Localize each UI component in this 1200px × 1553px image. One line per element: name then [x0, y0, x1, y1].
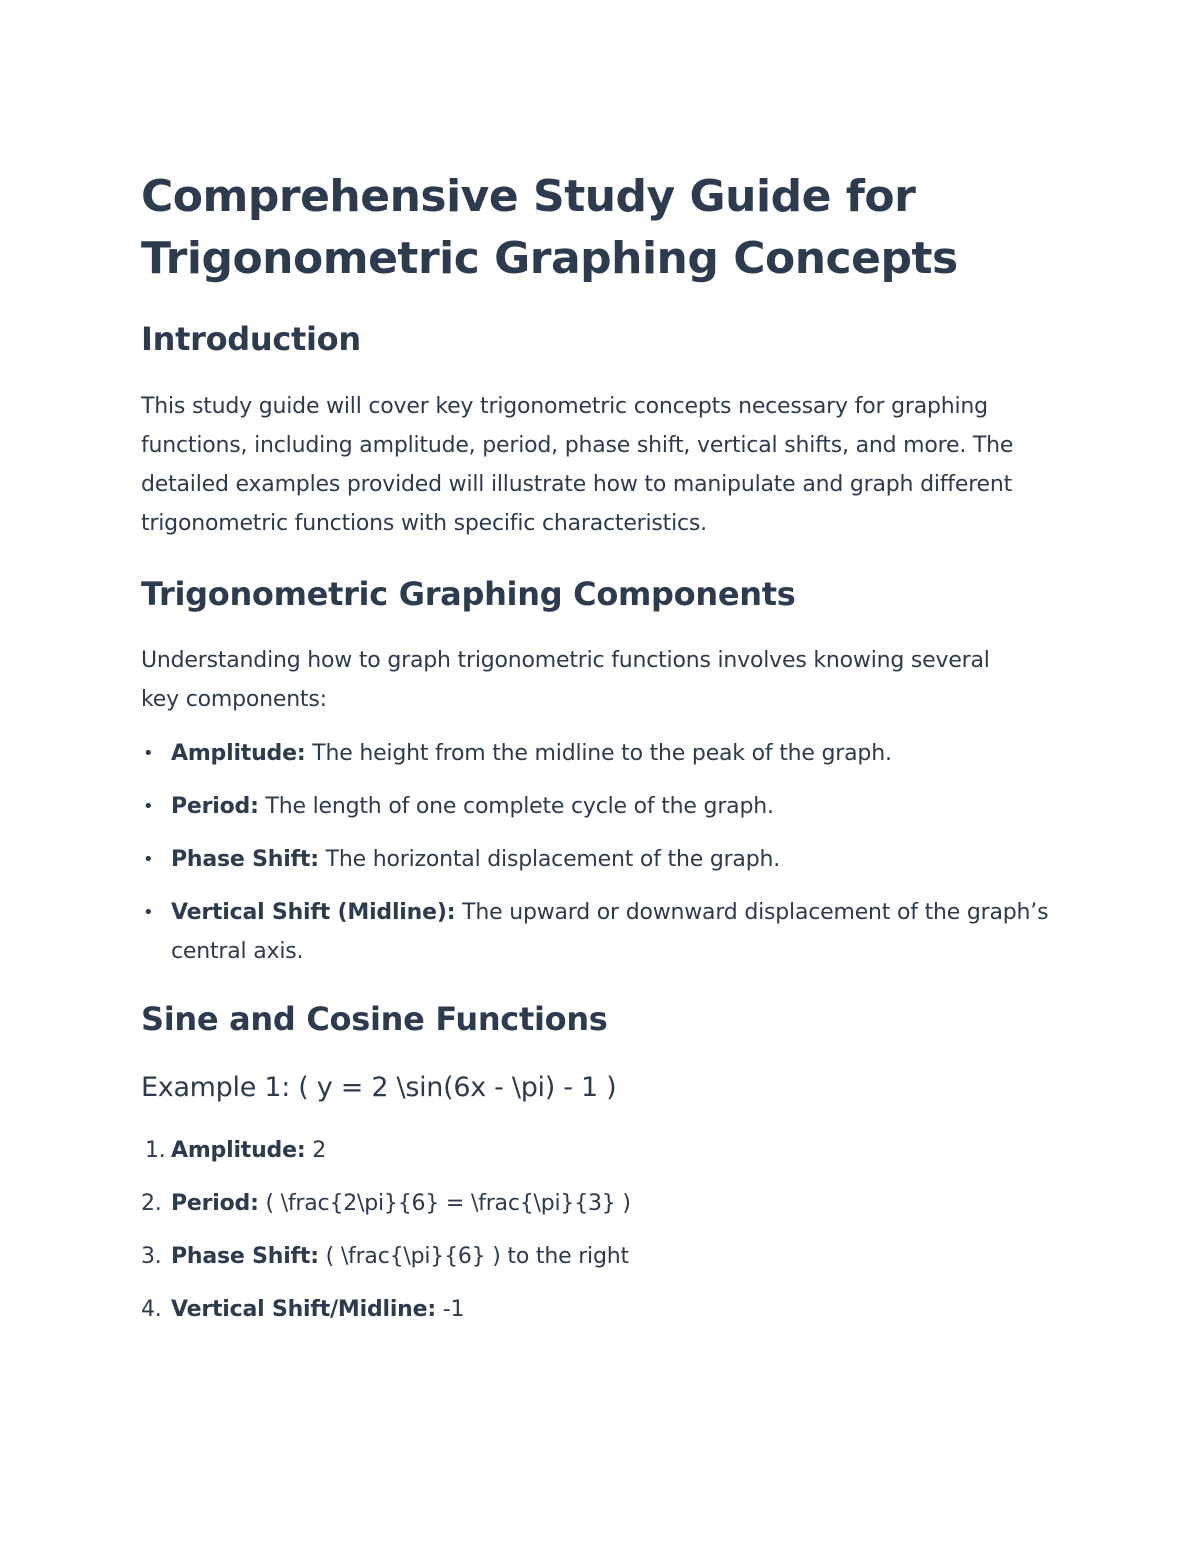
bullet-icon: •: [143, 902, 154, 923]
list-number: 2.: [141, 1191, 162, 1216]
list-item: [141, 1237, 1061, 1276]
term-label: Vertical Shift (Midline):: [171, 900, 456, 925]
introduction-paragraph: This study guide will cover key trigonometric concepts necessary for graphing functions, including amplitude, period, phase shift, vertical shifts, and more. The detailed examples provided will illustrate how to manipulate and graph different trigonometric functions with specific characteristics.: [141, 394, 1014, 536]
list-number: 4.: [141, 1297, 162, 1322]
components-intro-paragraph: Understanding how to graph trigonometric functions involves knowing several key components:: [141, 648, 990, 712]
term-label: Amplitude:: [171, 741, 306, 766]
sine-cosine-heading: Sine and Cosine Functions: [141, 1000, 608, 1038]
term-value: -1: [435, 1297, 465, 1322]
list-item: [141, 1131, 1061, 1170]
term-value: ( \frac{\pi}{6} ) to the right: [318, 1244, 629, 1269]
term-description: The horizontal displacement of the graph.: [318, 847, 781, 872]
term-label: Vertical Shift/Midline:: [171, 1297, 436, 1322]
term-description: The length of one complete cycle of the graph.: [258, 794, 774, 819]
bullet-icon: •: [143, 796, 154, 817]
list-number: 3.: [141, 1244, 162, 1269]
bullet-icon: •: [143, 849, 154, 870]
list-item: [141, 787, 1061, 826]
term-label: Period:: [171, 1191, 259, 1216]
document-title: Comprehensive Study Guide for Trigonometric Graphing Concepts: [141, 171, 958, 284]
example-1-heading: Example 1: ( y = 2 \sin(6x - \pi) - 1 ): [141, 1072, 617, 1103]
list-item: [141, 893, 1061, 971]
term-label: Amplitude:: [171, 1138, 306, 1163]
term-label: Period:: [171, 794, 259, 819]
list-item: [141, 1184, 1061, 1223]
term-label: Phase Shift:: [171, 847, 319, 872]
bullet-icon: •: [143, 743, 154, 764]
components-heading: Trigonometric Graphing Components: [141, 575, 796, 613]
list-item: [141, 840, 1061, 879]
introduction-heading: Introduction: [141, 320, 361, 358]
term-description: The height from the midline to the peak of the graph.: [305, 741, 892, 766]
example-1-list: [141, 1131, 1061, 1343]
term-value: 2: [305, 1138, 327, 1163]
term-value: ( \frac{2\pi}{6} = \frac{\pi}{3} ): [258, 1191, 631, 1216]
list-item: [141, 734, 1061, 773]
components-list: [141, 734, 1061, 985]
list-number: 1.: [145, 1138, 166, 1163]
list-item: [141, 1290, 1061, 1329]
term-label: Phase Shift:: [171, 1244, 319, 1269]
term-description: The upward or downward displacement of the graph’s central axis.: [171, 900, 1049, 964]
